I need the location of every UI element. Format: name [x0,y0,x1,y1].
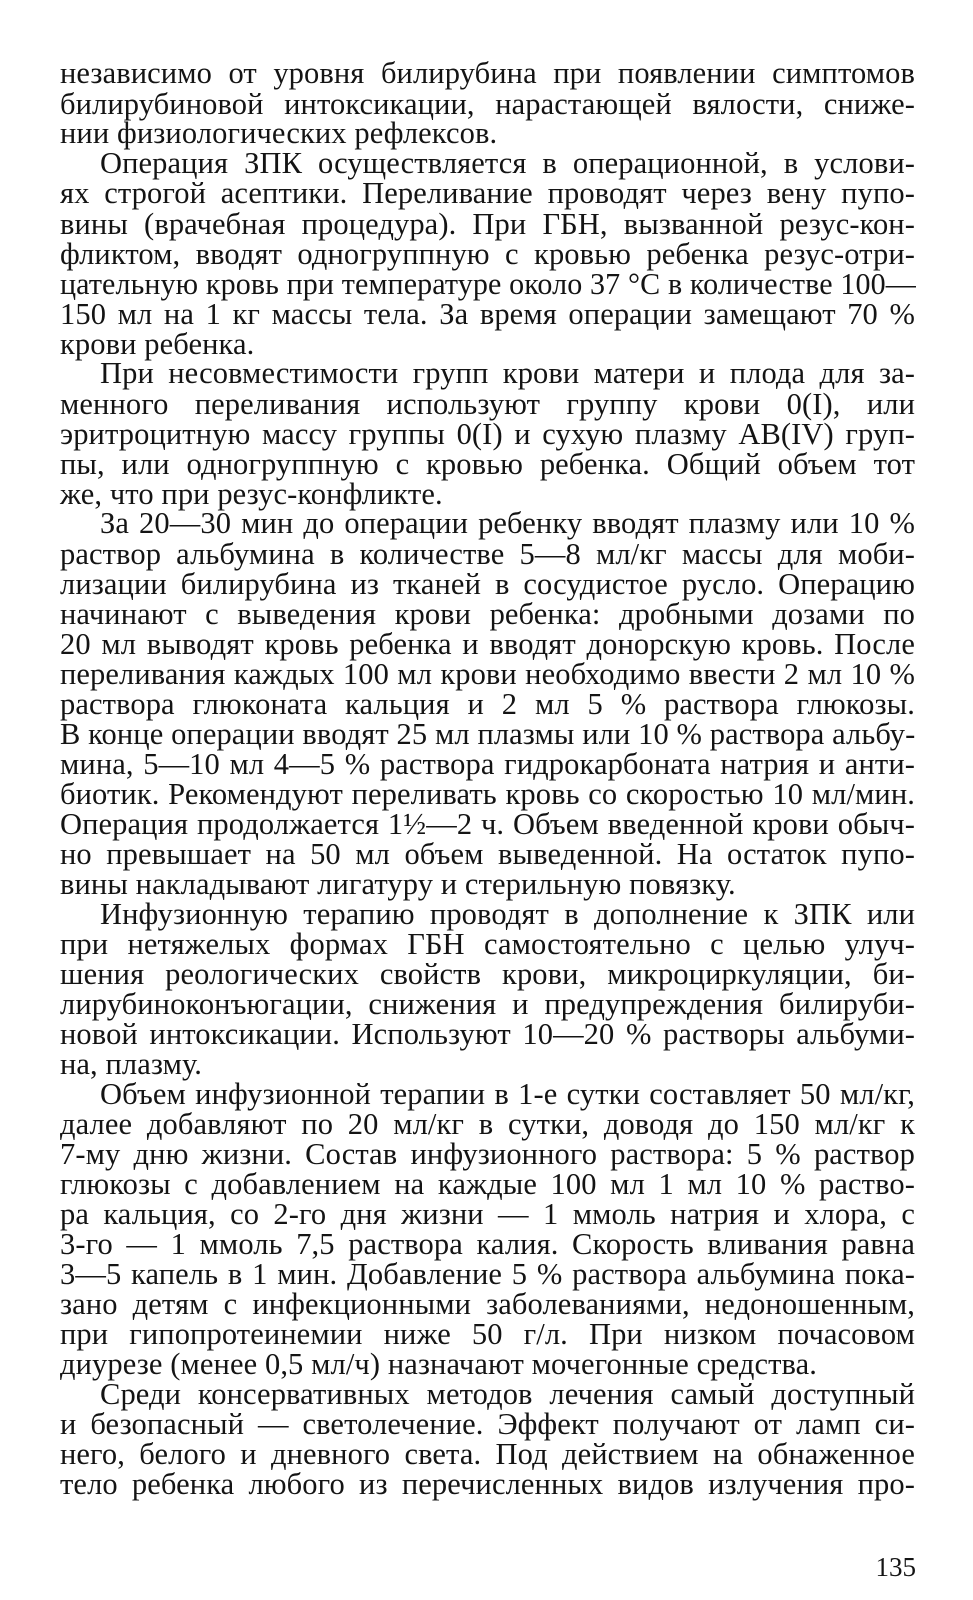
text-line: при нетяжелых формах ГБН самостоятельно с целью улуч- [60,927,915,961]
text-line: же, что при резус-конфликте. [60,477,443,511]
text-line: 3—5 капель в 1 мин. Добавление 5 % раствора альбумина пока- [60,1257,915,1291]
text-line: ра кальция, со 2-го дня жизни — 1 ммоль натрия и хлора, с [60,1197,915,1231]
text-line: Инфузионную терапию проводят в дополнение к ЗПК или [100,897,915,931]
text-line: новой интоксикации. Используют 10—20 % растворы альбуми- [60,1017,915,1051]
text-line: крови ребенка. [60,327,255,361]
text-line: Объем инфузионной терапии в 1-е сутки составляет 50 мл/кг, [100,1077,915,1111]
text-line: билирубиновой интоксикации, нарастающей вялости, сниже- [60,87,915,121]
text-line: и безопасный — светолечение. Эффект получают от ламп си- [60,1407,915,1441]
text-line: ях строгой асептики. Переливание проводят через вену пупо- [60,176,915,210]
text-line: 20 мл выводят кровь ребенка и вводят донорскую кровь. После [60,627,915,661]
text-line: нии физиологических рефлексов. [60,116,498,150]
text-line: мина, 5—10 мл 4—5 % раствора гидрокарбоната натрия и анти- [60,747,915,781]
text-line: пы, или одногруппную с кровью ребенка. Общий объем тот [60,447,915,481]
text-line: шения реологических свойств крови, микроциркуляции, би- [60,957,915,991]
text-line: За 20—30 мин до операции ребенку вводят плазму или 10 % [100,506,915,540]
text-line: далее добавляют по 20 мл/кг в сутки, доводя до 150 мл/кг к [60,1107,915,1141]
text-line: биотик. Рекомендуют переливать кровь со скоростью 10 мл/мин. [60,777,915,811]
text-line: При несовместимости групп крови матери и плода для за- [100,356,915,390]
text-line: при гипопротеинемии ниже 50 г/л. При низком почасовом [60,1317,915,1351]
text-line: раствора глюконата кальция и 2 мл 5 % раствора глюкозы. [60,687,915,721]
text-line: 150 мл на 1 кг массы тела. За время операции замещают 70 % [60,297,915,331]
text-line: диурезе (менее 0,5 мл/ч) назначают мочегонные средства. [60,1347,818,1381]
text-line: него, белого и дневного света. Под действием на обнаженное [60,1437,915,1471]
text-line: цательную кровь при температуре около 37 °С в количестве 100— [60,267,916,301]
text-line: фликтом, вводят одногруппную с кровью ребенка резус-отри- [60,237,915,271]
text-line: независимо от уровня билирубина при появлении симптомов [60,56,915,90]
text-line: Среди консервативных методов лечения самый доступный [100,1377,915,1411]
text-line: переливания каждых 100 мл крови необходимо ввести 2 мл 10 % [60,657,915,691]
text-line: начинают с выведения крови ребенка: дробными дозами по [60,597,915,631]
text-line: лирубиноконъюгации, снижения и предупреждения билируби- [60,987,915,1021]
text-line: В конце операции вводят 25 мл плазмы или 10 % раствора альбу- [60,717,916,751]
text-line: зано детям с инфекционными заболеваниями, недоношенным, [60,1287,915,1321]
text-line: вины накладывают лигатуру и стерильную повязку. [60,867,736,901]
text-line: 7-му дню жизни. Состав инфузионного раствора: 5 % раствор [60,1137,915,1171]
text-line: глюкозы с добавлением на каждые 100 мл 1 мл 10 % раство- [60,1167,915,1201]
text-line: раствор альбумина в количестве 5—8 мл/кг массы для моби- [60,537,915,571]
text-line: на, плазму. [60,1047,203,1081]
text-line: тело ребенка любого из перечисленных видов излучения про- [60,1467,915,1501]
text-line: но превышает на 50 мл объем выведенной. На остаток пупо- [60,837,915,871]
text-line: вины (врачебная процедура). При ГБН, вызванной резус-кон- [60,207,915,241]
text-line: Операция ЗПК осуществляется в операционной, в услови- [100,146,915,180]
page-number: 135 [875,1552,916,1582]
text-line: менного переливания используют группу крови 0(I), или [60,387,915,421]
text-line: Операция продолжается 1½—2 ч. Объем введенной крови обыч- [60,807,915,841]
text-line: эритроцитную массу группы 0(I) и сухую плазму AB(IV) груп- [60,417,915,451]
text-line: 3-го — 1 ммоль 7,5 раствора калия. Скорость вливания равна [60,1227,915,1261]
text-line: лизации билирубина из тканей в сосудистое русло. Операцию [60,567,915,601]
